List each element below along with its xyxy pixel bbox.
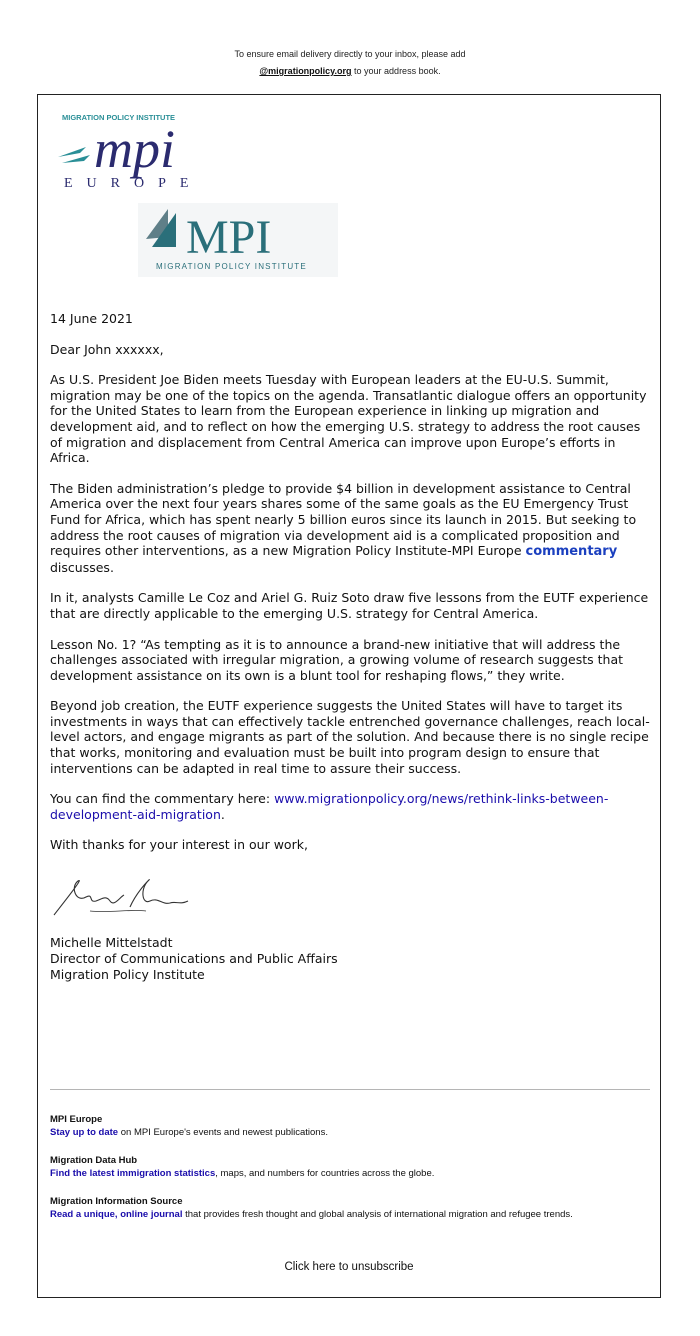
paragraph-4: Lesson No. 1? “As tempting as it is to announce a brand-new initiative that will address the challenges associated with irregular migration, a growing volume of research suggests that development assistance on its own is a blunt tool for reshaping flows,” they write. — [50, 636, 624, 683]
logo-bottom-text: EUROPE — [64, 176, 203, 191]
email-container — [37, 94, 661, 1298]
paragraph-6: You can find the commentary here: www.migrationpolicy.org/news/rethink-links-between-development-aid-migration. — [50, 791, 609, 822]
paragraph-1: As U.S. President Joe Biden meets Tuesday with European leaders at the EU-U.S. Summit, migration may be one of the topics on the agenda. Transatlantic dialogue offers an opportunity for the United States to learn from the European experience in linking up migration and development aid, and to reflect on how the emerging U.S. strategy to address the root causes of migration and displacement from Central America can improve upon Europe’s efforts in Africa. — [50, 372, 647, 466]
footer-heading: MPI Europe — [50, 1114, 103, 1125]
footer-heading: Migration Information Source — [50, 1196, 183, 1207]
preheader-suffix: to your address book. — [351, 66, 441, 76]
signer-title: Director of Communications and Public Affairs — [50, 951, 338, 966]
signer-org: Migration Policy Institute — [50, 967, 205, 982]
preheader-line1: To ensure email delivery directly to your inbox, please add — [234, 49, 466, 59]
mpi-bottom-text: MIGRATION POLICY INSTITUTE — [156, 262, 307, 271]
letter-body — [50, 311, 650, 868]
preheader — [0, 46, 700, 80]
footer-item-data-hub: Migration Data Hub Find the latest immigration statistics, maps, and numbers for countries across the globe. — [50, 1154, 650, 1180]
preheader-line2 — [0, 63, 700, 80]
mpi-europe-logo[interactable] — [56, 111, 232, 191]
find-statistics-link[interactable]: Find the latest immigration statistics — [50, 1168, 216, 1179]
commentary-link[interactable]: commentary — [525, 544, 618, 560]
online-journal-link[interactable]: Read a unique, online journal — [50, 1209, 183, 1220]
signer-block — [50, 935, 338, 983]
footer-heading: Migration Data Hub — [50, 1155, 138, 1166]
paragraph-2: The Biden administration’s pledge to provide $4 billion in development assistance to Central America over the next four years shares some of the same goals as the EU Emergency Trust Fund for Africa, which has spent nearly 5 billion euros since its launch in 2015. But seeking to address the root causes of migration via development aid is a complicated proposition and requires other interventions, as a new Migration Policy Institute-MPI Europe commentary discusses. — [50, 480, 637, 575]
signer-name: Michelle Mittelstadt — [50, 935, 173, 950]
logo-mark-text: mpi — [94, 119, 175, 179]
footer-item-information-source: Migration Information Source Read a unique, online journal that provides fresh thought and global analysis of international migration and refugee trends. — [50, 1195, 650, 1221]
signature-image — [50, 867, 200, 937]
paragraph-5: Beyond job creation, the EUTF experience suggests the United States will have to target its investments in ways that can effectively tackle entrenched governance challenges, reach local-level actors, and engage migrants as part of the solution. And because there is no single recipe that works, monitoring and evaluation must be built into program design to ensure that interventions can be adapted in real time to assure their success. — [50, 698, 650, 776]
stay-up-to-date-link[interactable]: Stay up to date — [50, 1127, 119, 1138]
letter-closing: With thanks for your interest in our work, — [50, 837, 308, 853]
address-book-email-link[interactable]: @migrationpolicy.org — [259, 66, 352, 76]
mpi-logo[interactable] — [138, 203, 338, 277]
logo-swoosh — [58, 147, 86, 157]
logo-top-text: MIGRATION POLICY INSTITUTE — [62, 113, 176, 122]
footer-item-mpi-europe: MPI Europe Stay up to date on MPI Europe's events and newest publications. — [50, 1113, 650, 1139]
unsubscribe-link[interactable]: Click here to unsubscribe — [284, 1261, 414, 1273]
footer — [50, 1113, 650, 1236]
commentary-url-link[interactable]: www.migrationpolicy.org/news/rethink-links-between-development-aid-migration — [50, 791, 609, 822]
mpi-mark-text: MPI — [186, 211, 272, 264]
letter-date: 14 June 2021 — [50, 311, 133, 326]
letter-salutation: Dear John xxxxxx, — [50, 341, 164, 357]
footer-divider — [50, 1089, 650, 1090]
paragraph-3: In it, analysts Camille Le Coz and Ariel G. Ruiz Soto draw five lessons from the EUTF experience that are directly applicable to the emerging U.S. strategy for Central America. — [50, 590, 649, 621]
